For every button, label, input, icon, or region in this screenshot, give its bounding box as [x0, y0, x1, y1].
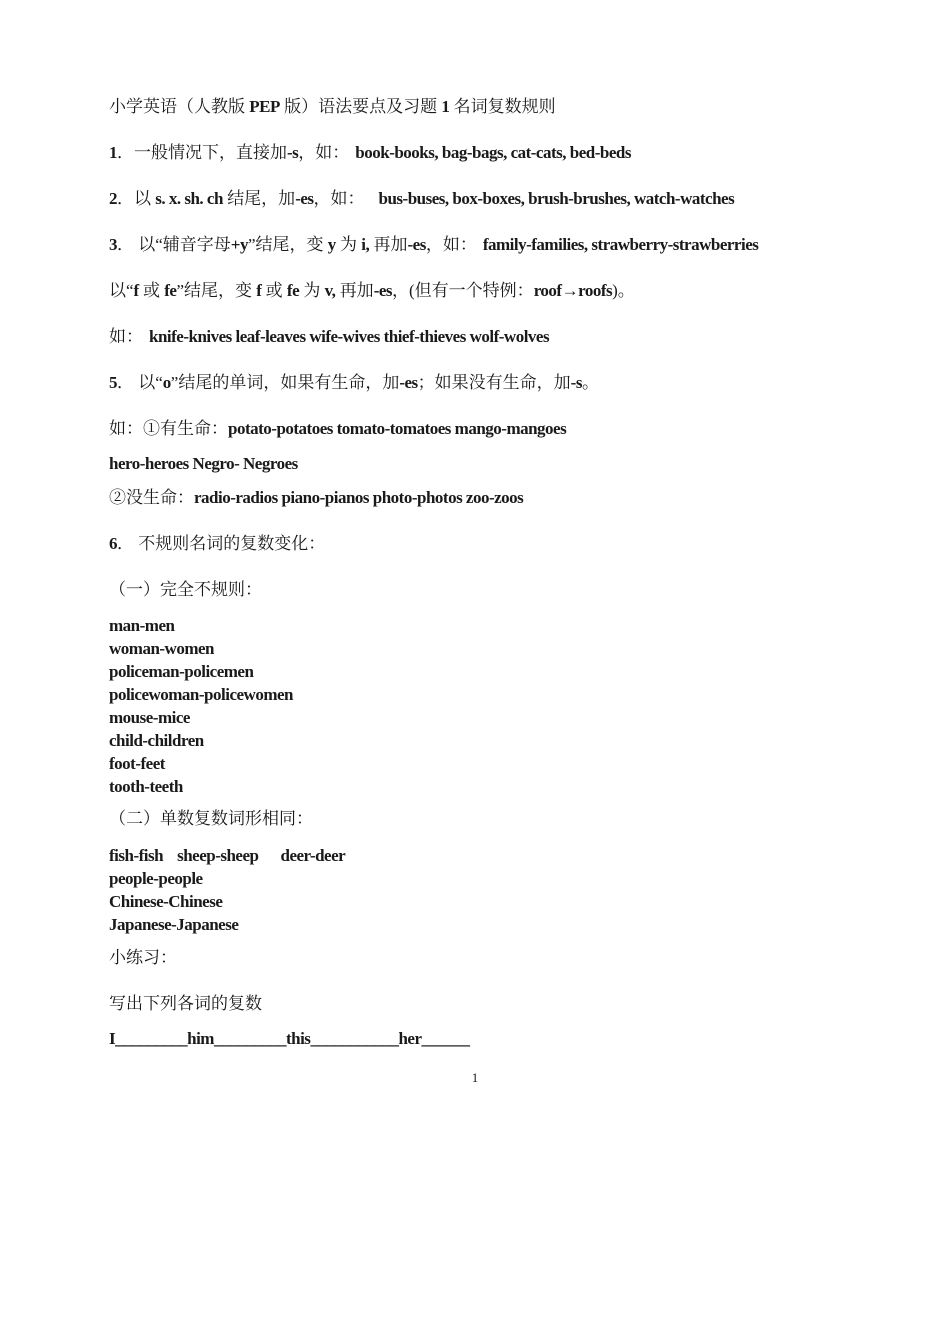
rule-3-number: 3 — [109, 235, 117, 254]
title-pep: PEP — [249, 97, 280, 116]
rule-4-fe: fe — [164, 281, 177, 300]
rule-4-fe2: fe — [286, 281, 300, 300]
rule-3-text-e: ，如： — [425, 235, 477, 254]
practice-instruction: 写出下列各词的复数 — [109, 994, 262, 1013]
list-item: child-children — [109, 731, 204, 750]
rule-4-examples-lead: 如： — [109, 327, 143, 346]
list-item: tooth-teeth — [109, 777, 183, 796]
rule-5 — [109, 372, 599, 394]
rule-5-living-2 — [109, 453, 298, 475]
rule-2-text-b: 结尾，加 — [222, 189, 296, 208]
practice-word: I — [109, 1029, 116, 1048]
rule-5-text: ． 以“ — [117, 373, 163, 392]
title-text-post: 名词复数规则 — [449, 97, 556, 116]
practice-word: him — [187, 1029, 214, 1048]
rule-4-text: 以“ — [109, 281, 134, 300]
rule-4-text-c: ”结尾，变 — [176, 281, 257, 300]
rule-4-text-b: 或 — [138, 281, 165, 300]
list-item: Chinese-Chinese — [109, 892, 223, 911]
practice-word: this — [285, 1029, 311, 1048]
rule-6 — [109, 533, 325, 555]
rule-4-examples-list: knife-knives leaf-leaves wife-wives thief-thieves wolf-wolves — [149, 327, 550, 346]
rule-2 — [109, 188, 734, 210]
list-item: fish-fish — [109, 846, 164, 865]
rule-3-text-d: 再加 — [369, 235, 408, 254]
list-item: Japanese-Japanese — [109, 915, 239, 934]
practice-heading: 小练习： — [109, 948, 177, 967]
list-item: deer-deer — [280, 846, 346, 865]
list-item: policewoman-policewomen — [109, 685, 293, 704]
rule-5-text-b: ”结尾的单词，如果有生命，加 — [170, 373, 400, 392]
practice-word: her — [398, 1029, 422, 1048]
list-item: man-men — [109, 616, 175, 635]
list-item: policeman-policemen — [109, 662, 254, 681]
rule-4 — [109, 280, 635, 302]
rule-2-examples: bus-buses, box-boxes, brush-brushes, watch-watches — [378, 189, 735, 208]
section-2-row-1 — [109, 844, 345, 867]
rule-4-text-e: 为 — [299, 281, 325, 300]
rule-6-number: 6 — [109, 534, 117, 553]
page-number: 1 — [471, 1070, 479, 1085]
answer-blank[interactable]: _________ — [213, 1029, 286, 1048]
title-text-mid: 版）语法要点及习题 — [279, 97, 442, 116]
rule-5-living-lead: 如：①有生命： — [109, 419, 228, 438]
list-item: woman-women — [109, 639, 214, 658]
rule-4-examples — [109, 326, 549, 348]
rule-4-f: f — [133, 281, 139, 300]
rule-3-text-c: 为 — [335, 235, 362, 254]
list-item: mouse-mice — [109, 708, 190, 727]
rule-5-text-c: ；如果没有生命，加 — [417, 373, 571, 392]
rule-2-text: ．以 — [117, 189, 156, 208]
list-item: foot-feet — [109, 754, 165, 773]
rule-1-examples: book-books, bag-bags, cat-cats, bed-beds — [355, 143, 631, 162]
rule-5-living — [109, 418, 566, 440]
list-item: people-people — [109, 869, 203, 888]
page-title — [109, 96, 556, 118]
rule-5-living-examples-2: hero-heroes Negro- Negroes — [109, 454, 298, 473]
answer-blank[interactable]: ___________ — [310, 1029, 399, 1048]
rule-5-living-examples: potato-potatoes tomato-tomatoes mango-mangoes — [228, 419, 567, 438]
rule-4-exception: roof→roofs — [533, 281, 613, 300]
rule-3-y: y — [327, 235, 336, 254]
title-number: 1 — [441, 97, 450, 116]
rule-1-text: ．一般情况下，直接加 — [117, 143, 287, 162]
rule-1 — [109, 142, 631, 164]
rule-4-text-g: ，(但有一个特例： — [392, 281, 534, 300]
rule-4-text-h: )。 — [612, 281, 635, 300]
rule-3-suffix: -es — [407, 235, 426, 254]
rule-2-suffix: -es — [295, 189, 314, 208]
rule-4-v: v, — [324, 281, 336, 300]
rule-3-i: i, — [361, 235, 370, 254]
rule-5-o: o — [162, 373, 171, 392]
title-text-pre: 小学英语（人教版 — [109, 97, 250, 116]
rule-3-text-b: ”结尾，变 — [247, 235, 328, 254]
rule-3 — [109, 234, 758, 256]
rule-5-suffix-s: -s — [570, 373, 582, 392]
rule-5-nonliving-examples: radio-radios piano-pianos photo-photos zoo-zoos — [194, 488, 524, 507]
rule-2-endings: s. x. sh. ch — [155, 189, 223, 208]
rule-3-text: ． 以“辅音字母 — [117, 235, 231, 254]
rule-2-text-c: ，如： — [313, 189, 365, 208]
practice-exercise — [109, 1028, 469, 1050]
rule-5-nonliving-lead: ②没生命： — [109, 488, 194, 507]
rule-4-text-d: 或 — [261, 281, 287, 300]
list-item: sheep-sheep — [177, 846, 259, 865]
rule-4-text-f: 再加 — [335, 281, 374, 300]
answer-blank[interactable]: ______ — [421, 1029, 470, 1048]
rule-4-suffix: -es — [373, 281, 393, 300]
section-2-heading: （二）单数复数词形相同： — [109, 809, 313, 828]
rule-6-text: ． 不规则名词的复数变化： — [117, 534, 326, 553]
rule-5-nonliving — [109, 487, 523, 509]
rule-1-text-b: ，如： — [298, 143, 350, 162]
rule-1-number: 1 — [109, 143, 117, 162]
answer-blank[interactable]: _________ — [115, 1029, 188, 1048]
rule-3-examples: family-families, strawberry-strawberries — [482, 235, 759, 254]
rule-5-number: 5 — [109, 373, 117, 392]
rule-3-pattern: +y — [230, 235, 248, 254]
section-1-heading: （一）完全不规则： — [109, 580, 262, 599]
rule-5-suffix-es: -es — [399, 373, 418, 392]
rule-2-number: 2 — [109, 189, 117, 208]
rule-5-text-d: 。 — [581, 373, 599, 392]
rule-4-f2: f — [256, 281, 262, 300]
rule-1-suffix: -s — [287, 143, 299, 162]
